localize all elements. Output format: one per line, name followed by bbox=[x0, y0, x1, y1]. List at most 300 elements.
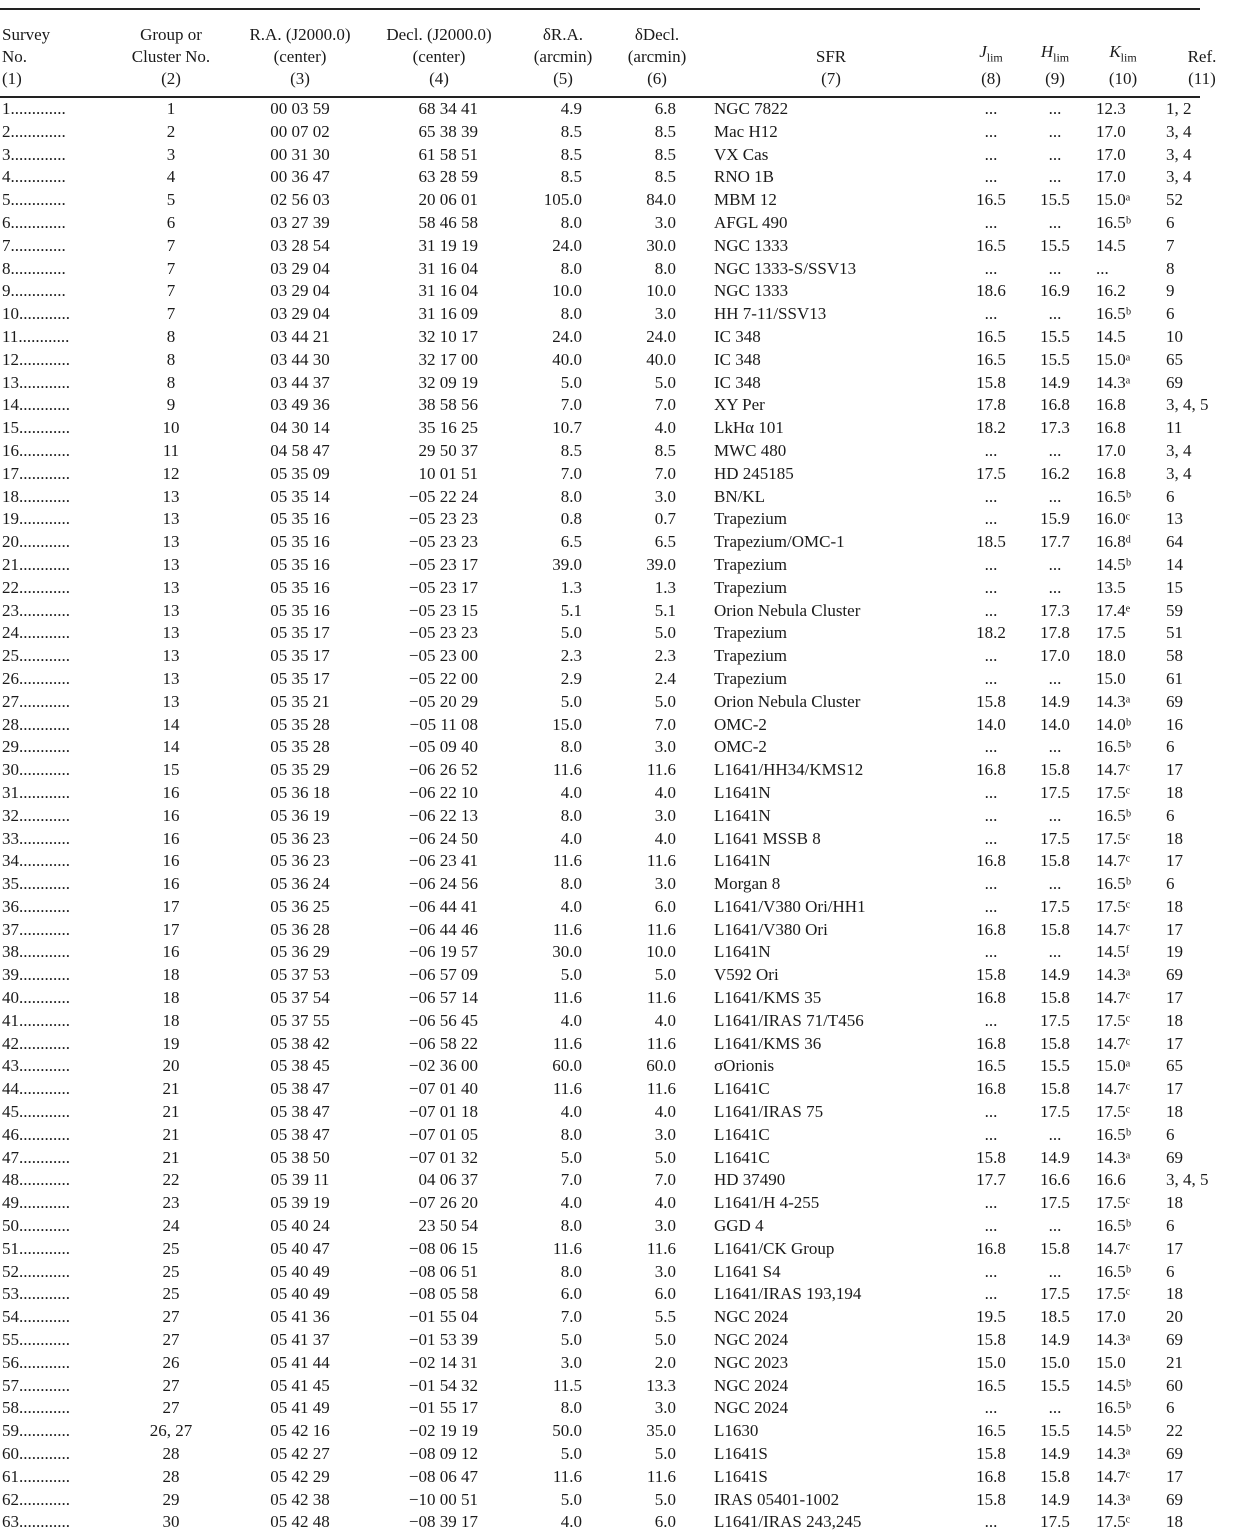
cell-delta-decl: 5.0 bbox=[654, 691, 676, 711]
cell-decl: −06 58 22 bbox=[408, 1033, 478, 1053]
cell-group-no: 21 bbox=[162, 1079, 180, 1099]
cell-delta-decl: 4.0 bbox=[654, 782, 676, 802]
cell-delta-ra: 8.0 bbox=[560, 1216, 582, 1236]
cell-decl: 10 01 51 bbox=[418, 463, 478, 483]
cell-delta-ra: 8.0 bbox=[560, 1261, 582, 1281]
cell-survey-no: 1............. bbox=[2, 99, 66, 118]
table-row bbox=[0, 166, 1244, 189]
cell-delta-ra: 8.0 bbox=[560, 874, 582, 894]
cell-j-lim: ... bbox=[984, 1124, 998, 1144]
cell-delta-ra: 4.0 bbox=[560, 896, 582, 916]
table-row bbox=[0, 714, 1244, 737]
cell-ra: 05 36 23 bbox=[270, 851, 330, 871]
cell-survey-no: 14............ bbox=[2, 395, 70, 415]
cell-ref: 18 bbox=[1166, 896, 1183, 916]
cell-sfr: BN/KL bbox=[714, 486, 765, 506]
table-row bbox=[0, 1352, 1244, 1375]
cell-h-lim: 17.5 bbox=[1040, 1284, 1070, 1304]
cell-delta-ra: 7.0 bbox=[560, 1170, 582, 1190]
cell-delta-ra: 6.0 bbox=[560, 1284, 582, 1304]
cell-h-lim: ... bbox=[1048, 874, 1062, 894]
cell-ref: 69 bbox=[1166, 1489, 1183, 1509]
table-row bbox=[0, 873, 1244, 896]
cell-delta-decl: 4.0 bbox=[654, 1193, 676, 1213]
cell-group-no: 18 bbox=[162, 965, 180, 985]
cell-group-no: 13 bbox=[162, 509, 180, 529]
cell-group-no: 21 bbox=[162, 1147, 180, 1167]
cell-k-lim: 17.0 bbox=[1096, 121, 1126, 141]
cell-ra: 05 42 16 bbox=[270, 1421, 330, 1441]
cell-j-lim: 16.5 bbox=[976, 235, 1006, 255]
cell-delta-decl: 7.0 bbox=[654, 395, 676, 415]
cell-ra: 05 36 25 bbox=[270, 896, 330, 916]
cell-k-lim: 14.3ᵃ bbox=[1096, 1444, 1131, 1464]
cell-decl: −06 57 09 bbox=[408, 965, 478, 985]
cell-survey-no: 30............ bbox=[2, 760, 70, 780]
cell-h-lim: ... bbox=[1048, 1216, 1062, 1236]
table-row bbox=[0, 828, 1244, 851]
cell-sfr: L1641/IRAS 243,245 bbox=[714, 1512, 862, 1532]
cell-delta-decl: 8.5 bbox=[654, 121, 676, 141]
cell-h-lim: ... bbox=[1048, 167, 1062, 187]
cell-k-lim: 14.3ᵃ bbox=[1096, 1489, 1131, 1509]
cell-k-lim: 16.5ᵇ bbox=[1096, 304, 1132, 324]
cell-delta-ra: 5.0 bbox=[560, 691, 582, 711]
cell-decl: 32 17 00 bbox=[418, 349, 478, 369]
cell-delta-ra: 5.0 bbox=[560, 1147, 582, 1167]
cell-survey-no: 3............. bbox=[2, 144, 66, 164]
cell-survey-no: 4............. bbox=[2, 167, 66, 187]
cell-decl: −05 09 40 bbox=[408, 737, 478, 757]
cell-decl: −01 53 39 bbox=[408, 1330, 478, 1350]
cell-ra: 05 36 23 bbox=[270, 828, 330, 848]
header-line: Decl. (J2000.0) bbox=[386, 25, 492, 44]
cell-ra: 03 29 04 bbox=[270, 258, 330, 278]
cell-h-lim: 16.6 bbox=[1040, 1170, 1070, 1190]
cell-sfr: Trapezium bbox=[714, 554, 788, 574]
cell-group-no: 2 bbox=[166, 121, 176, 141]
cell-ra: 05 35 16 bbox=[270, 600, 330, 620]
cell-group-no: 27 bbox=[162, 1330, 180, 1350]
cell-survey-no: 23............ bbox=[2, 600, 70, 620]
cell-delta-ra: 8.0 bbox=[560, 304, 582, 324]
cell-ref: 65 bbox=[1166, 349, 1183, 369]
cell-ra: 05 38 42 bbox=[270, 1033, 330, 1053]
header-line: (8) bbox=[981, 69, 1001, 88]
cell-ra: 05 38 47 bbox=[270, 1102, 330, 1122]
cell-ra: 05 41 36 bbox=[270, 1307, 330, 1327]
cell-delta-ra: 5.0 bbox=[560, 372, 582, 392]
cell-group-no: 10 bbox=[162, 418, 180, 438]
cell-group-no: 7 bbox=[166, 304, 176, 324]
cell-j-lim: 15.8 bbox=[976, 691, 1006, 711]
cell-h-lim: 14.9 bbox=[1040, 1444, 1070, 1464]
cell-ref: 6 bbox=[1166, 874, 1175, 894]
cell-ref: 3, 4 bbox=[1166, 167, 1192, 187]
cell-h-lim: 15.5 bbox=[1040, 349, 1070, 369]
cell-group-no: 24 bbox=[162, 1216, 180, 1236]
cell-sfr: NGC 2024 bbox=[714, 1375, 789, 1395]
cell-decl: −07 01 32 bbox=[408, 1147, 478, 1167]
table-body bbox=[0, 90, 1244, 1534]
cell-ref: 17 bbox=[1166, 1033, 1183, 1053]
cell-h-lim: ... bbox=[1048, 942, 1062, 962]
cell-j-lim: ... bbox=[984, 440, 998, 460]
cell-survey-no: 12............ bbox=[2, 349, 70, 369]
cell-survey-no: 57............ bbox=[2, 1375, 70, 1395]
cell-delta-ra: 4.9 bbox=[560, 99, 582, 118]
cell-sfr: Orion Nebula Cluster bbox=[714, 600, 861, 620]
cell-delta-ra: 8.0 bbox=[560, 258, 582, 278]
cell-j-lim: 14.0 bbox=[976, 714, 1006, 734]
header-row bbox=[0, 14, 1244, 90]
cell-k-lim: 16.5ᵇ bbox=[1096, 1216, 1132, 1236]
cell-k-lim: 14.3ᵃ bbox=[1096, 965, 1131, 985]
cell-h-lim: 15.8 bbox=[1040, 919, 1070, 939]
cell-delta-ra: 5.1 bbox=[560, 600, 582, 620]
cell-h-lim: ... bbox=[1048, 1261, 1062, 1281]
cell-delta-ra: 8.5 bbox=[560, 144, 582, 164]
cell-ref: 7 bbox=[1166, 235, 1175, 255]
cell-delta-ra: 10.7 bbox=[552, 418, 582, 438]
cell-h-lim: 17.8 bbox=[1040, 623, 1070, 643]
table-row bbox=[0, 258, 1244, 281]
cell-j-lim: ... bbox=[984, 1398, 998, 1418]
cell-delta-decl: 3.0 bbox=[654, 1124, 676, 1144]
cell-sfr: L1641/V380 Ori bbox=[714, 919, 828, 939]
cell-k-lim: 14.7ᶜ bbox=[1096, 1466, 1131, 1486]
table-row bbox=[0, 850, 1244, 873]
cell-h-lim: 15.8 bbox=[1040, 988, 1070, 1008]
cell-delta-decl: 6.0 bbox=[654, 1284, 676, 1304]
cell-h-lim: 16.2 bbox=[1040, 463, 1070, 483]
cell-delta-decl: 10.0 bbox=[646, 942, 676, 962]
table-row bbox=[0, 1283, 1244, 1306]
cell-group-no: 26, 27 bbox=[149, 1421, 193, 1441]
cell-j-lim: 16.8 bbox=[976, 988, 1006, 1008]
cell-delta-ra: 24.0 bbox=[552, 326, 582, 346]
cell-ref: 14 bbox=[1166, 554, 1183, 574]
table-row bbox=[0, 919, 1244, 942]
cell-survey-no: 27............ bbox=[2, 691, 70, 711]
cell-h-lim: 17.5 bbox=[1040, 1512, 1070, 1532]
cell-decl: 61 58 51 bbox=[418, 144, 478, 164]
column-header-2 bbox=[104, 14, 238, 90]
header-line bbox=[1026, 19, 1084, 41]
cell-sfr: L1641C bbox=[714, 1079, 770, 1099]
cell-decl: −06 19 57 bbox=[408, 942, 478, 962]
cell-h-lim: ... bbox=[1048, 1124, 1062, 1144]
cell-k-lim: 15.0ᵃ bbox=[1096, 349, 1131, 369]
cell-j-lim: ... bbox=[984, 668, 998, 688]
cell-delta-ra: 7.0 bbox=[560, 395, 582, 415]
cell-j-lim: ... bbox=[984, 99, 998, 118]
cell-delta-decl: 5.0 bbox=[654, 1444, 676, 1464]
cell-delta-decl: 5.0 bbox=[654, 372, 676, 392]
cell-sfr: L1641 S4 bbox=[714, 1261, 781, 1281]
cell-j-lim: ... bbox=[984, 212, 998, 232]
table-row bbox=[0, 577, 1244, 600]
cell-k-lim: 15.0ᵃ bbox=[1096, 190, 1131, 210]
cell-delta-ra: 24.0 bbox=[552, 235, 582, 255]
cell-h-lim: ... bbox=[1048, 99, 1062, 118]
cell-delta-decl: 4.0 bbox=[654, 418, 676, 438]
table-row bbox=[0, 463, 1244, 486]
cell-delta-decl: 6.0 bbox=[654, 896, 676, 916]
cell-h-lim: ... bbox=[1048, 486, 1062, 506]
cell-j-lim: 18.2 bbox=[976, 623, 1006, 643]
cell-ref: 52 bbox=[1166, 190, 1183, 210]
cell-ref: 60 bbox=[1166, 1375, 1183, 1395]
cell-k-lim: 14.0ᵇ bbox=[1096, 714, 1132, 734]
cell-ref: 69 bbox=[1166, 1147, 1183, 1167]
cell-k-lim: 14.7ᶜ bbox=[1096, 851, 1131, 871]
cell-decl: −07 26 20 bbox=[408, 1193, 478, 1213]
table-row bbox=[0, 121, 1244, 144]
cell-delta-ra: 105.0 bbox=[543, 190, 582, 210]
cell-decl: −08 09 12 bbox=[408, 1444, 478, 1464]
cell-ref: 59 bbox=[1166, 600, 1183, 620]
cell-group-no: 30 bbox=[162, 1512, 180, 1532]
cell-j-lim: 16.5 bbox=[976, 1375, 1006, 1395]
cell-delta-decl: 5.0 bbox=[654, 623, 676, 643]
header-line: δDecl. bbox=[634, 25, 680, 44]
cell-delta-decl: 11.6 bbox=[646, 851, 676, 871]
table-row bbox=[0, 303, 1244, 326]
cell-ra: 05 35 16 bbox=[270, 554, 330, 574]
cell-decl: −10 00 51 bbox=[408, 1489, 478, 1509]
cell-h-lim: 17.5 bbox=[1040, 896, 1070, 916]
cell-k-lim: 14.5ᵇ bbox=[1096, 1375, 1132, 1395]
cell-ref: 18 bbox=[1166, 1284, 1183, 1304]
cell-k-lim: 12.3 bbox=[1096, 99, 1126, 118]
cell-delta-ra: 40.0 bbox=[552, 349, 582, 369]
cell-sfr: L1641/H 4-255 bbox=[714, 1193, 820, 1213]
cell-ra: 04 58 47 bbox=[270, 440, 330, 460]
cell-decl: −02 14 31 bbox=[408, 1352, 478, 1372]
cell-decl: 29 50 37 bbox=[418, 440, 478, 460]
table-row bbox=[0, 1397, 1244, 1420]
cell-survey-no: 32............ bbox=[2, 805, 70, 825]
cell-delta-ra: 7.0 bbox=[560, 1307, 582, 1327]
cell-ra: 05 36 28 bbox=[270, 919, 330, 939]
cell-sfr: L1641/V380 Ori/HH1 bbox=[714, 896, 866, 916]
header-line: $K_{lim}$ bbox=[1109, 41, 1137, 64]
cell-delta-decl: 11.6 bbox=[646, 919, 676, 939]
header-line: (9) bbox=[1045, 69, 1065, 88]
table-row bbox=[0, 1215, 1244, 1238]
cell-survey-no: 9............. bbox=[2, 281, 66, 301]
cell-delta-decl: 8.0 bbox=[654, 258, 676, 278]
cell-k-lim: 16.8 bbox=[1096, 395, 1126, 415]
cell-decl: −06 24 50 bbox=[408, 828, 478, 848]
cell-delta-ra: 30.0 bbox=[552, 942, 582, 962]
cell-sfr: L1641/HH34/KMS12 bbox=[714, 760, 864, 780]
cell-delta-decl: 2.4 bbox=[654, 668, 676, 688]
cell-sfr: σOrionis bbox=[714, 1056, 775, 1076]
cell-sfr: Trapezium bbox=[714, 646, 788, 666]
cell-decl: −06 57 14 bbox=[408, 988, 478, 1008]
cell-group-no: 23 bbox=[162, 1193, 180, 1213]
cell-j-lim: 16.5 bbox=[976, 1056, 1006, 1076]
cell-group-no: 13 bbox=[162, 691, 180, 711]
cell-h-lim: ... bbox=[1048, 668, 1062, 688]
cell-k-lim: 14.7ᶜ bbox=[1096, 1238, 1131, 1258]
cell-j-lim: 15.8 bbox=[976, 965, 1006, 985]
cell-h-lim: 15.8 bbox=[1040, 1079, 1070, 1099]
cell-k-lim: 17.5ᶜ bbox=[1096, 1102, 1131, 1122]
cell-delta-ra: 0.8 bbox=[560, 509, 582, 529]
cell-group-no: 8 bbox=[166, 349, 176, 369]
cell-delta-ra: 8.0 bbox=[560, 737, 582, 757]
cell-group-no: 13 bbox=[162, 532, 180, 552]
cell-survey-no: 35............ bbox=[2, 874, 70, 894]
cell-decl: −05 23 00 bbox=[408, 646, 478, 666]
cell-decl: 65 38 39 bbox=[418, 121, 478, 141]
cell-sfr: MWC 480 bbox=[714, 440, 787, 460]
top-rule bbox=[0, 8, 1200, 10]
cell-delta-decl: 8.5 bbox=[654, 167, 676, 187]
cell-ra: 05 37 53 bbox=[270, 965, 330, 985]
cell-delta-decl: 2.0 bbox=[654, 1352, 676, 1372]
cell-delta-ra: 4.0 bbox=[560, 1512, 582, 1532]
table-row bbox=[0, 1101, 1244, 1124]
cell-k-lim: 14.5 bbox=[1096, 326, 1126, 346]
cell-delta-decl: 6.8 bbox=[654, 99, 676, 118]
cell-j-lim: 15.8 bbox=[976, 1147, 1006, 1167]
cell-survey-no: 24............ bbox=[2, 623, 70, 643]
cell-delta-decl: 4.0 bbox=[654, 828, 676, 848]
cell-delta-decl: 4.0 bbox=[654, 1010, 676, 1030]
cell-survey-no: 52............ bbox=[2, 1261, 70, 1281]
cell-survey-no: 51............ bbox=[2, 1238, 70, 1258]
header-line: (arcmin) bbox=[627, 47, 687, 66]
cell-sfr: L1641N bbox=[714, 805, 771, 825]
cell-group-no: 19 bbox=[162, 1033, 180, 1053]
cell-h-lim: ... bbox=[1048, 737, 1062, 757]
table-row bbox=[0, 1329, 1244, 1352]
cell-ref: 20 bbox=[1166, 1307, 1183, 1327]
cell-survey-no: 11............ bbox=[2, 326, 70, 346]
cell-h-lim: 15.8 bbox=[1040, 851, 1070, 871]
cell-survey-no: 18............ bbox=[2, 486, 70, 506]
header-line: (5) bbox=[553, 69, 573, 88]
cell-survey-no: 59............ bbox=[2, 1421, 70, 1441]
cell-j-lim: ... bbox=[984, 1102, 998, 1122]
cell-survey-no: 17............ bbox=[2, 463, 70, 483]
cell-h-lim: 15.8 bbox=[1040, 1238, 1070, 1258]
column-header-10 bbox=[1086, 14, 1160, 90]
cell-survey-no: 48............ bbox=[2, 1170, 70, 1190]
cell-decl: −06 22 10 bbox=[408, 782, 478, 802]
cell-j-lim: ... bbox=[984, 942, 998, 962]
cell-survey-no: 21............ bbox=[2, 554, 70, 574]
cell-h-lim: 17.5 bbox=[1040, 828, 1070, 848]
cell-ref: 17 bbox=[1166, 760, 1183, 780]
cell-survey-no: 2............. bbox=[2, 121, 66, 141]
cell-ra: 05 39 19 bbox=[270, 1193, 330, 1213]
cell-j-lim: 16.5 bbox=[976, 326, 1006, 346]
cell-decl: −08 06 47 bbox=[408, 1466, 478, 1486]
cell-h-lim: 15.8 bbox=[1040, 1033, 1070, 1053]
cell-ref: 58 bbox=[1166, 646, 1183, 666]
cell-survey-no: 39............ bbox=[2, 965, 70, 985]
cell-survey-no: 56............ bbox=[2, 1352, 70, 1372]
cell-delta-ra: 11.6 bbox=[552, 851, 582, 871]
cell-h-lim: 17.5 bbox=[1040, 782, 1070, 802]
cell-k-lim: 17.0 bbox=[1096, 1307, 1126, 1327]
cell-decl: −05 23 23 bbox=[408, 623, 478, 643]
cell-ref: 6 bbox=[1166, 304, 1175, 324]
header-line: R.A. (J2000.0) bbox=[249, 25, 351, 44]
table-row bbox=[0, 600, 1244, 623]
cell-survey-no: 41............ bbox=[2, 1010, 70, 1030]
cell-delta-decl: 3.0 bbox=[654, 304, 676, 324]
cell-j-lim: 16.5 bbox=[976, 190, 1006, 210]
cell-decl: −05 20 29 bbox=[408, 691, 478, 711]
cell-decl: −05 11 08 bbox=[409, 714, 478, 734]
cell-delta-decl: 5.1 bbox=[654, 600, 676, 620]
table-row bbox=[0, 326, 1244, 349]
cell-ra: 05 35 28 bbox=[270, 714, 330, 734]
cell-h-lim: 15.5 bbox=[1040, 1421, 1070, 1441]
cell-ref: 21 bbox=[1166, 1352, 1183, 1372]
cell-h-lim: 14.9 bbox=[1040, 965, 1070, 985]
cell-h-lim: 17.0 bbox=[1040, 646, 1070, 666]
cell-j-lim: 17.7 bbox=[976, 1170, 1006, 1190]
cell-k-lim: 16.8ᵈ bbox=[1096, 532, 1132, 552]
cell-delta-decl: 8.5 bbox=[654, 440, 676, 460]
cell-j-lim: ... bbox=[984, 828, 998, 848]
cell-k-lim: 16.5ᵇ bbox=[1096, 1398, 1132, 1418]
cell-sfr: VX Cas bbox=[714, 144, 769, 164]
cell-ra: 00 31 30 bbox=[270, 144, 330, 164]
cell-delta-decl: 5.0 bbox=[654, 965, 676, 985]
header-line bbox=[1088, 19, 1158, 41]
cell-group-no: 16 bbox=[162, 828, 180, 848]
cell-delta-decl: 39.0 bbox=[646, 554, 676, 574]
cell-h-lim: 18.5 bbox=[1040, 1307, 1070, 1327]
cell-ref: 6 bbox=[1166, 1216, 1175, 1236]
cell-j-lim: 16.5 bbox=[976, 1421, 1006, 1441]
header-line bbox=[960, 19, 1022, 41]
cell-k-lim: 16.5ᵇ bbox=[1096, 805, 1132, 825]
cell-sfr: L1641N bbox=[714, 851, 771, 871]
header-line: Cluster No. bbox=[131, 47, 211, 66]
cell-group-no: 13 bbox=[162, 577, 180, 597]
cell-k-lim: 16.2 bbox=[1096, 281, 1126, 301]
cell-h-lim: ... bbox=[1048, 554, 1062, 574]
cell-ra: 05 35 17 bbox=[270, 623, 330, 643]
cell-sfr: NGC 1333-S/SSV13 bbox=[714, 258, 857, 278]
cell-h-lim: 15.5 bbox=[1040, 235, 1070, 255]
cell-delta-decl: 1.3 bbox=[654, 577, 676, 597]
cell-j-lim: ... bbox=[984, 1010, 998, 1030]
cell-decl: −06 24 56 bbox=[408, 874, 478, 894]
cell-sfr: HH 7-11/SSV13 bbox=[714, 304, 827, 324]
cell-survey-no: 62............ bbox=[2, 1489, 70, 1509]
cell-group-no: 22 bbox=[162, 1170, 180, 1190]
cell-delta-decl: 3.0 bbox=[654, 874, 676, 894]
cell-h-lim: 15.8 bbox=[1040, 760, 1070, 780]
cell-h-lim: 15.5 bbox=[1040, 190, 1070, 210]
cell-sfr: NGC 2023 bbox=[714, 1352, 789, 1372]
cell-delta-ra: 15.0 bbox=[552, 714, 582, 734]
cell-h-lim: 15.5 bbox=[1040, 1375, 1070, 1395]
table-row bbox=[0, 531, 1244, 554]
cell-ref: 6 bbox=[1166, 1124, 1175, 1144]
cell-group-no: 16 bbox=[162, 782, 180, 802]
